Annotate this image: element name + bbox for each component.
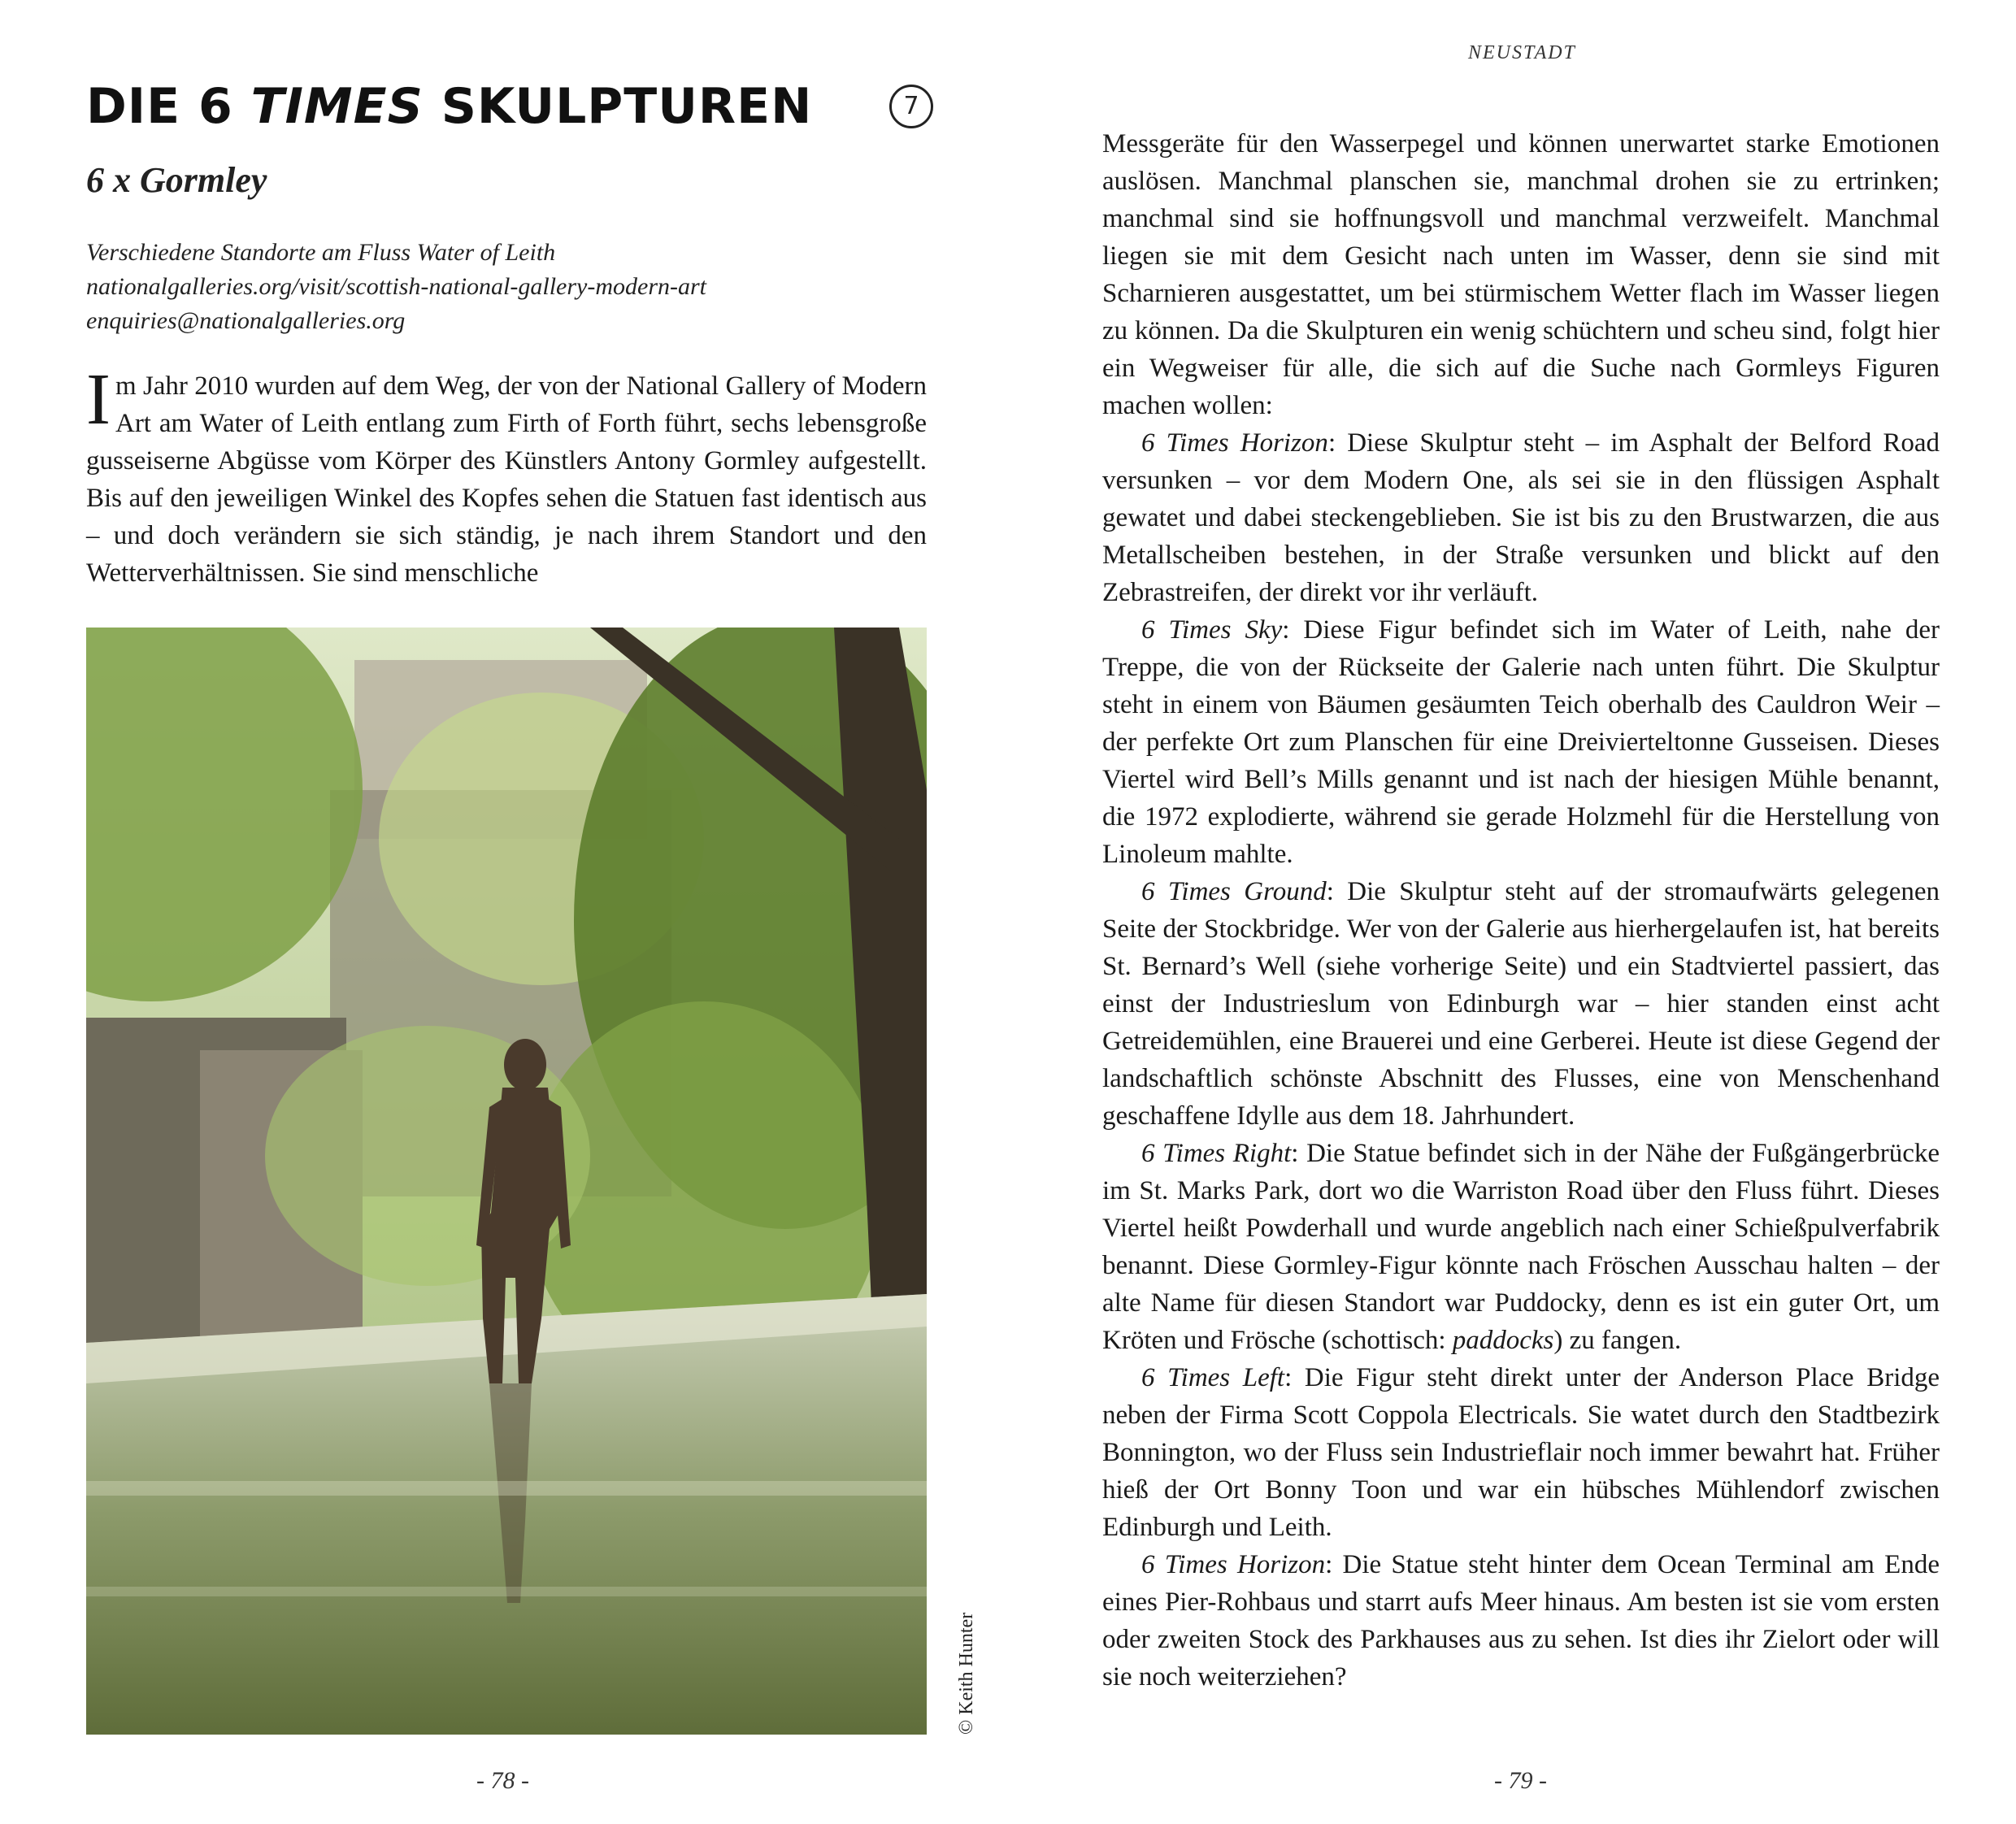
intro-text: m Jahr 2010 wurden auf dem Weg, der von der National Gallery of Modern Art am Water of Leith entlang zum Firth of Forth führt, sechs lebensgroße gusseiserne Abgüsse vom Körper des Künstlers Antony Gormley aufgestellt. Bis auf den jeweiligen Winkel des Kopfes sehen die Statuen fast identisch aus – und doch verändern sie sich ständig, je nach ihrem Standort und den Wetterverhältnissen. Sie sind menschliche <box>86 371 927 588</box>
body-text <box>1102 125 1940 1696</box>
paragraph-right: 6 Times Right: Die Statue befindet sich in der Nähe der Fußgängerbrücke im St. Marks Park, dort wo die Warriston Road über den Fluss führt. Dieses Viertel heißt Powderhall und wurde angeblich nach einer Schießpulverfabrik benannt. Diese Gormley-Figur könnte nach Fröschen Ausschau halten – der alte Name für diesen Standort war Puddocky, denn es ist ein guter Ort, um Kröten und Frösche (schottisch: paddocks) zu fangen. <box>1102 1139 1940 1355</box>
right-page <box>1008 0 2016 1824</box>
page-number-left: - 78 - <box>476 1767 529 1794</box>
paragraph-ground: 6 Times Ground: Die Skulptur steht auf der stromaufwärts gelegenen Seite der Stockbridge. Wer von der Galerie aus hierhergelaufen ist, hat bereits St. Bernard’s Well (siehe vorherige Seite) und ein Stadtviertel passiert, das einst der Industrieslum von Edinburgh war – hier standen einst acht Getreidemühlen, eine Brauerei und eine Gerberei. Heute ist diese Gegend der landschaftlich schönste Abschnitt des Flusses, eine von Menschenhand geschaffene Idylle aus dem 18. Jahrhundert. <box>1102 877 1940 1131</box>
sculpture-photo <box>86 628 927 1735</box>
info-block <box>86 236 932 338</box>
page-number-right: - 79 - <box>1494 1767 1547 1794</box>
intro-paragraph <box>86 359 927 592</box>
photo-credit: © Keith Hunter <box>956 1612 977 1735</box>
subtitle: 6 x Gormley <box>86 160 267 200</box>
drop-cap: I <box>86 359 111 440</box>
number-badge: 7 <box>889 85 933 128</box>
paragraph-sky: 6 Times Sky: Diese Figur befindet sich im Water of Leith, nahe der Treppe, die von der Rückseite der Galerie nach unten führt. Die Skulptur steht in einem von Bäumen gesäumten Teich oberhalb des Cauldron Weir – der perfekte Ort zum Planschen für eine Dreivierteltonne Gusseisen. Dieses Viertel wird Bell’s Mills genannt und ist nach der hiesigen Mühle benannt, die 1972 explodierte, während sie gerade Holzmehl für die Herstellung von Linoleum mahlte. <box>1102 615 1940 869</box>
paragraph-continuation: Messgeräte für den Wasserpegel und können unerwartet starke Emotionen auslösen. Manchmal planschen sie, manchmal drohen sie zu ertrinken; manchmal sind sie hoffnungsvoll und manchmal verzweifelt. Manchmal liegen sie mit dem Gesicht nach unten im Wasser, denn sie sind mit Scharnieren ausgestattet, um bei stürmischem Wetter flach im Wasser liegen zu können. Da die Skulpturen ein wenig schüchtern und scheu sind, folgt hier ein Wegweiser für alle, die sich auf die Suche nach Gormleys Figuren machen wollen: <box>1102 129 1940 420</box>
page-title: DIE 6 TIMES SKULPTUREN <box>86 78 813 135</box>
email-link[interactable]: enquiries@nationalgalleries.org <box>86 307 406 334</box>
running-head: NEUSTADT <box>1468 42 1576 63</box>
location-line: Verschiedene Standorte am Fluss Water of Leith <box>86 239 556 266</box>
paragraph-horizon-1: 6 Times Horizon: Diese Skulptur steht – im Asphalt der Belford Road versunken – vor dem Modern One, als sei sie in den flüssigen Asphalt gewatet und dabei steckengeblieben. Sie ist bis zu den Brustwarzen, die aus Metallscheiben bestehen, in der Straße versunken und blickt auf den Zebrastreifen, der direkt vor ihr verläuft. <box>1102 428 1940 607</box>
paragraph-left: 6 Times Left: Die Figur steht direkt unter der Anderson Place Bridge neben der Firma Scott Coppola Electricals. Sie watet durch den Stadtbezirk Bonnington, wo der Fluss sein Industrieflair noch immer bewahrt hat. Früher hieß der Ort Bonny Toon und war ein hübsches Mühlendorf zwischen Edinburgh und Leith. <box>1102 1363 1940 1542</box>
website-link[interactable]: nationalgalleries.org/visit/scottish-national-gallery-modern-art <box>86 273 706 300</box>
paragraph-horizon-2: 6 Times Horizon: Die Statue steht hinter dem Ocean Terminal am Ende eines Pier-Rohbaus und starrt aufs Meer hinaus. Am besten ist sie vom ersten oder zweiten Stock des Parkhauses aus zu sehen. Ist dies ihr Zielort oder will sie noch weiterziehen? <box>1102 1550 1940 1692</box>
